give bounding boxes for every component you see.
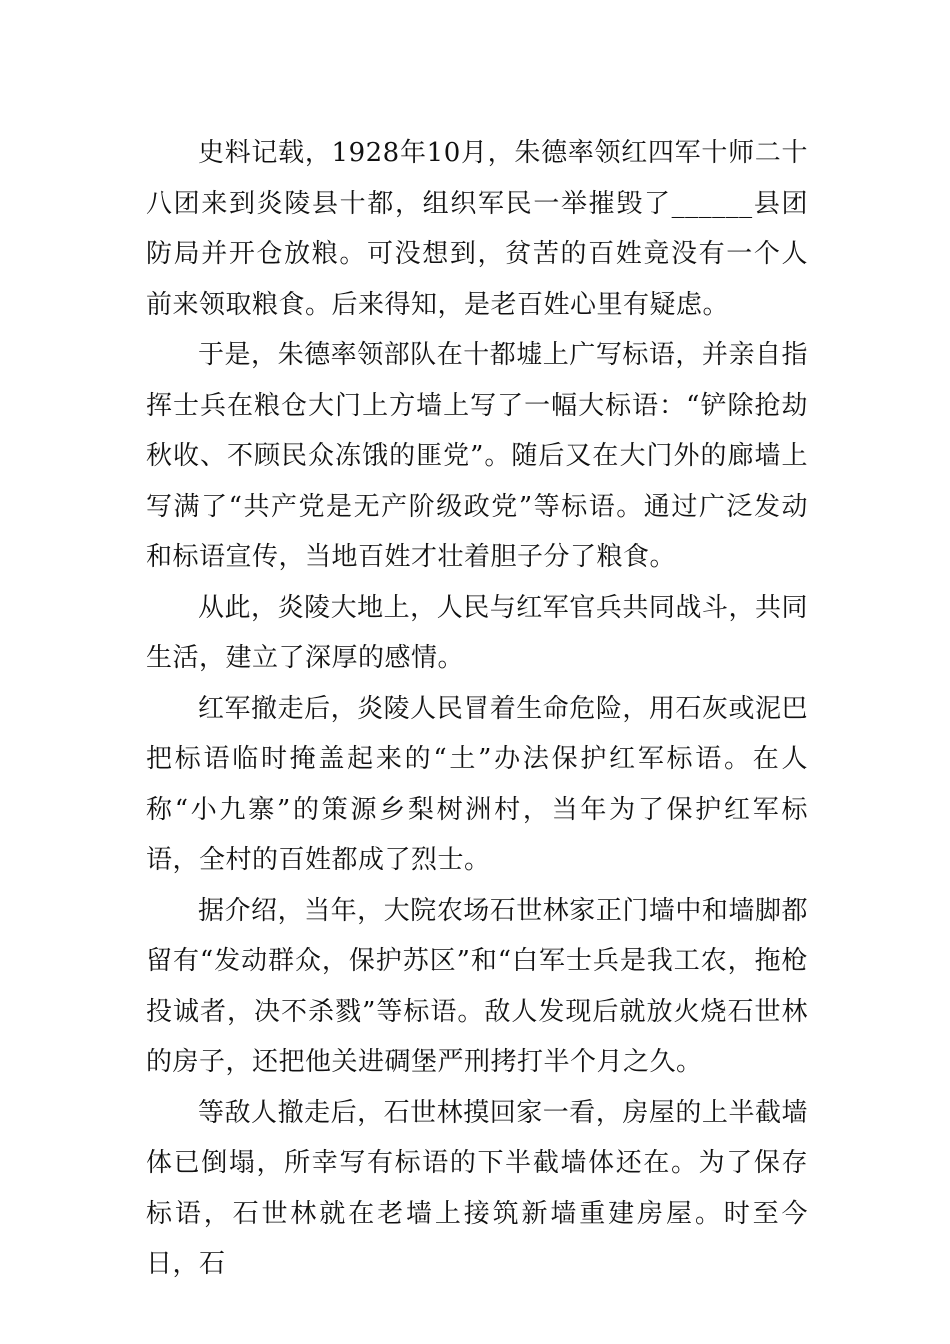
paragraph-5: 据介绍，当年，大院农场石世林家正门墙中和墙脚都留有“发动群众，保护苏区”和“白军士兵是我工农，拖枪投诚者，决不杀戮”等标语。敌人发现后就放火烧石世林的房子，还把他关进碉堡严刑拷打半个月之久。 <box>146 895 808 1077</box>
document-body <box>146 128 808 1290</box>
paragraph-6: 等敌人撤走后，石世林摸回家一看，房屋的上半截墙体已倒塌，所幸写有标语的下半截墙体还在。为了保存标语，石世林就在老墙上接筑新墙重建房屋。时至今日，石 <box>146 1097 808 1279</box>
paragraph-3: 从此，炎陵大地上，人民与红军官兵共同战斗，共同生活，建立了深厚的感情。 <box>146 592 808 673</box>
paragraph-2: 于是，朱德率领部队在十都墟上广写标语，并亲自指挥士兵在粮仓大门上方墙上写了一幅大标语：“铲除抢劫秋收、不顾民众冻饿的匪党”。随后又在大门外的廊墙上写满了“共产党是无产阶级政党”等标语。通过广泛发动和标语宣传，当地百姓才壮着胆子分了粮食。 <box>146 340 808 572</box>
paragraph-4: 红军撤走后，炎陵人民冒着生命危险，用石灰或泥巴把标语临时掩盖起来的“土”办法保护红军标语。在人称“小九寨”的策源乡梨树洲村，当年为了保护红军标语，全村的百姓都成了烈士。 <box>146 693 808 875</box>
paragraph-1: 史料记载，1928年10月，朱德率领红四军十师二十八团来到炎陵县十都，组织军民一举摧毁了______县团防局并开仓放粮。可没想到，贫苦的百姓竟没有一个人前来领取粮食。后来得知，是老百姓心里有疑虑。 <box>146 138 808 320</box>
